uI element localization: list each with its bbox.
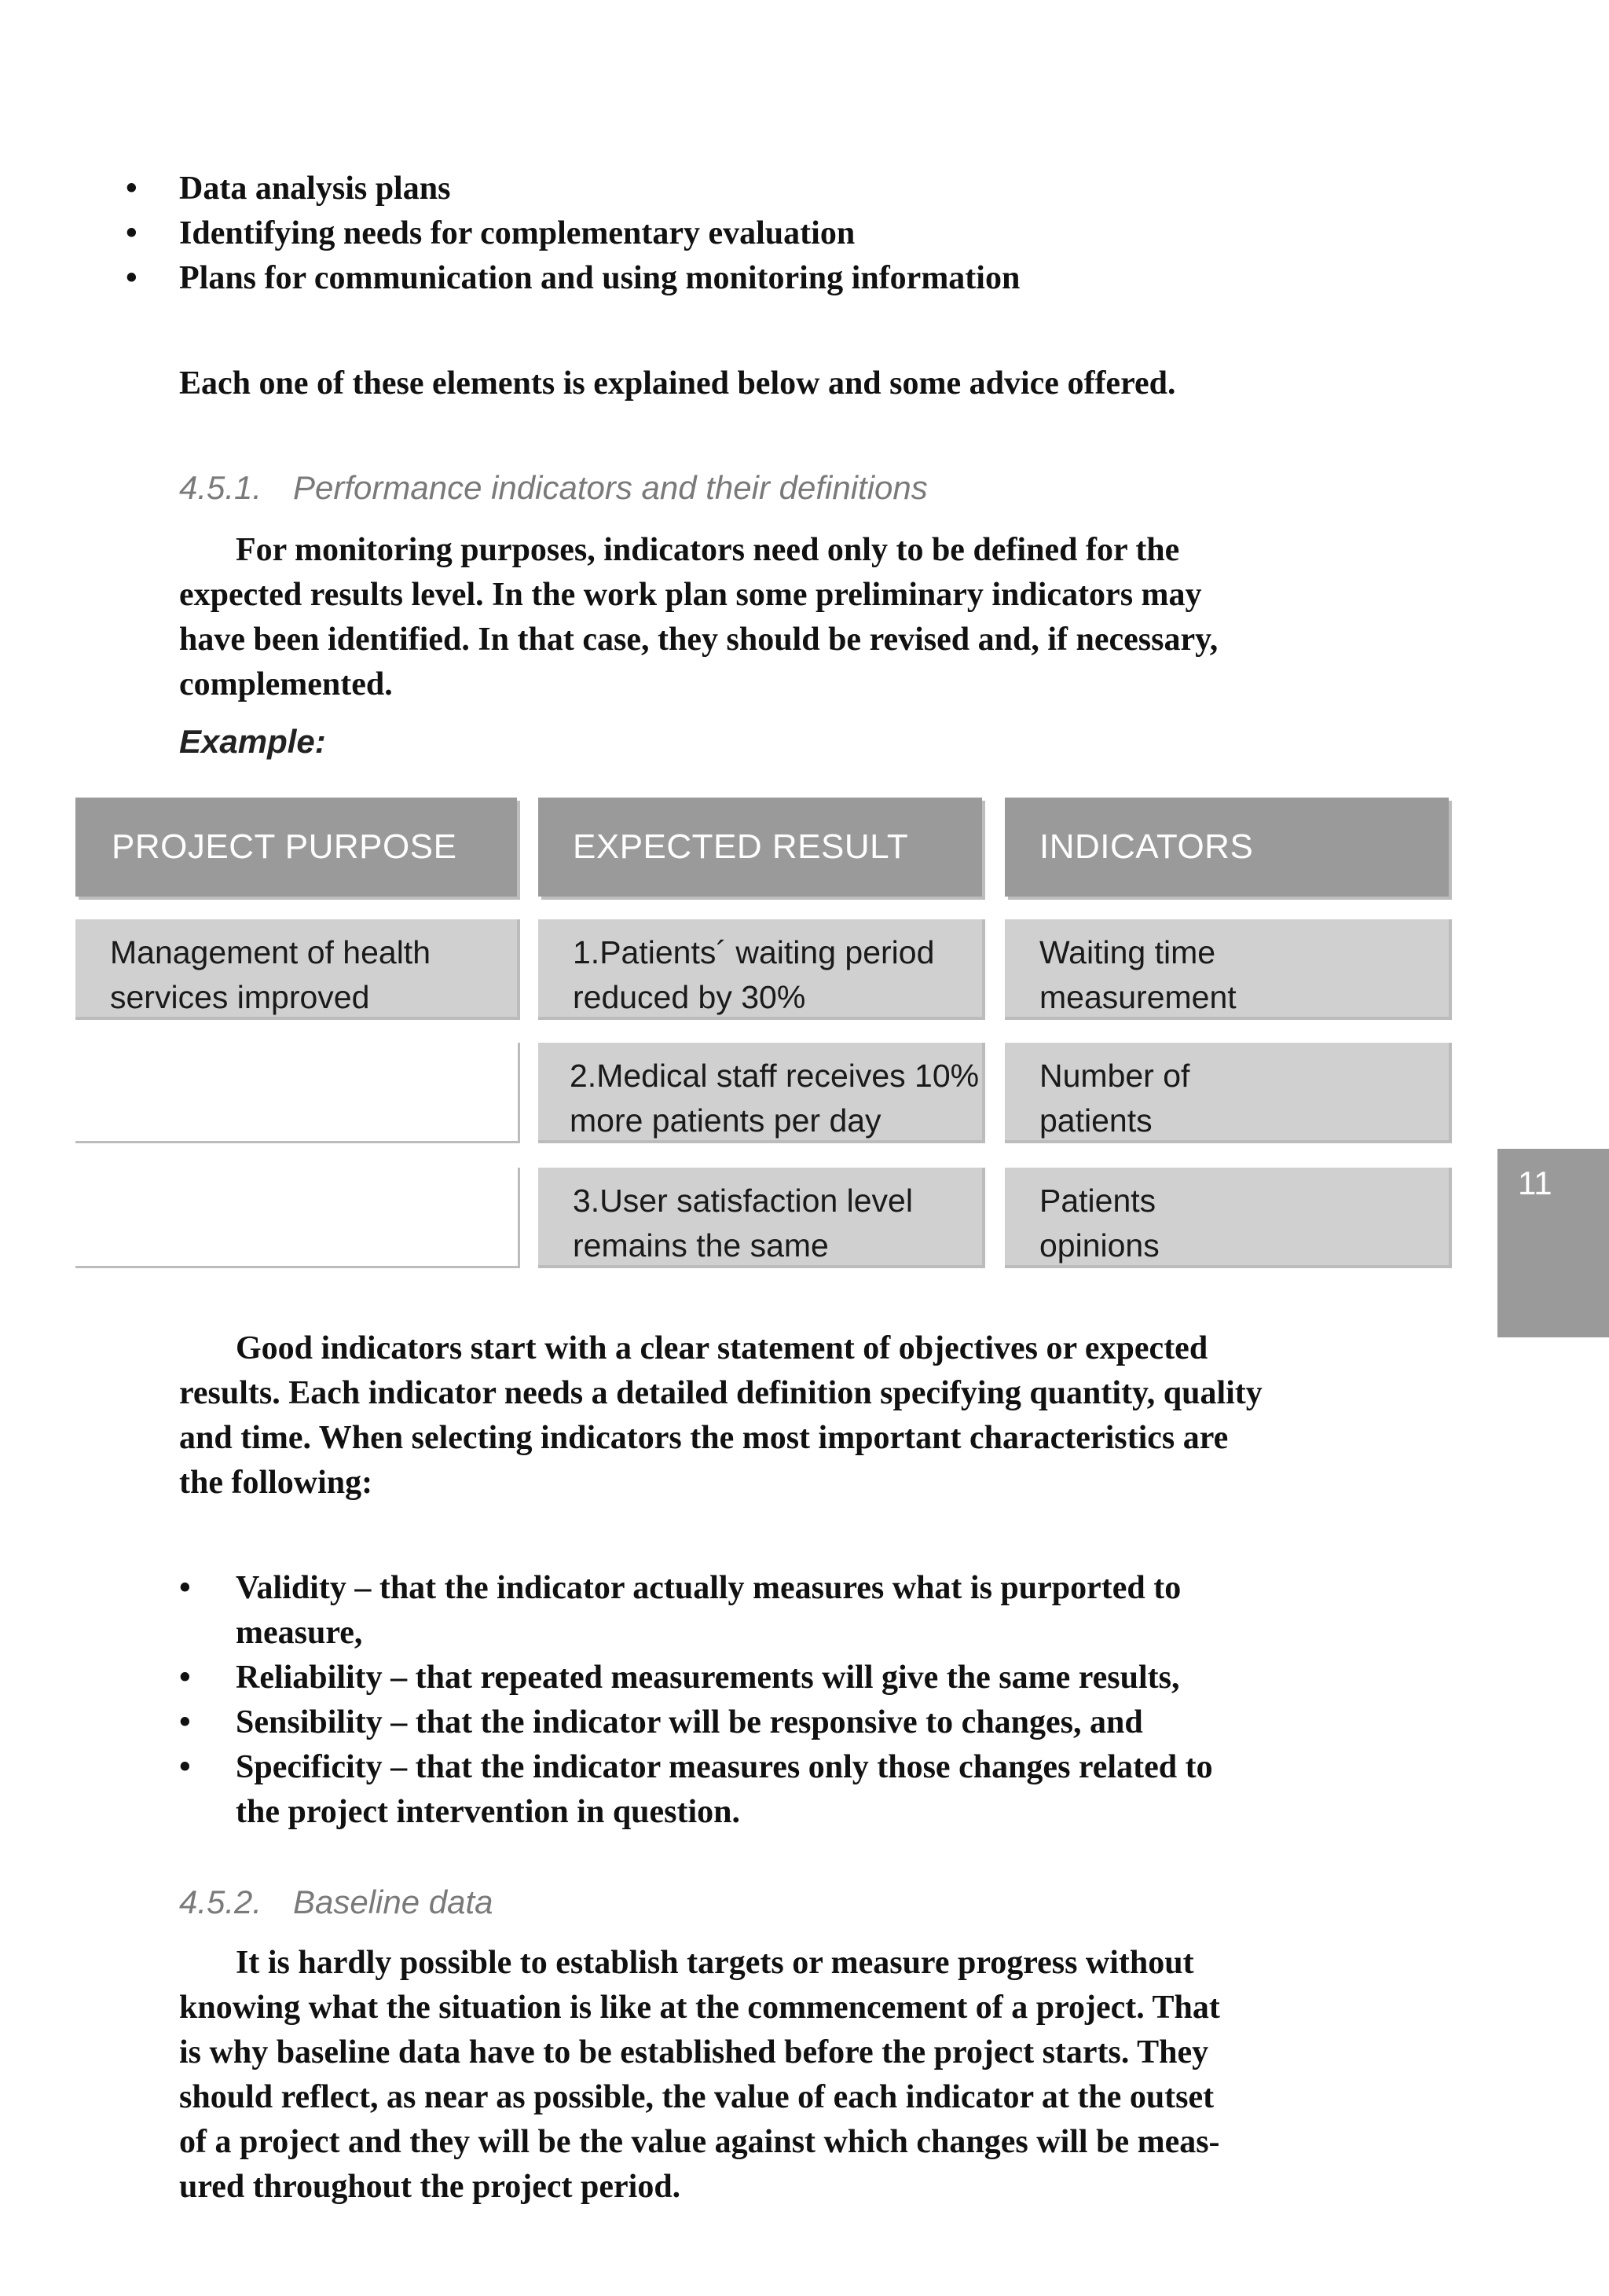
example-label: Example: xyxy=(179,723,326,760)
header-expected-result: EXPECTED RESULT xyxy=(538,798,982,897)
section-number: 4.5.1. xyxy=(179,469,262,506)
section-number: 4.5.2. xyxy=(179,1883,262,1920)
table-cell-indicator: Number of patients xyxy=(1005,1043,1452,1143)
list-item: • Data analysis plans xyxy=(179,167,1020,211)
list-item: • Plans for communication and using monitoring information xyxy=(179,256,1020,301)
bullet-icon: • xyxy=(179,1749,191,1785)
table-cell-indicator: Patients opinions xyxy=(1005,1168,1452,1268)
section-title: Baseline data xyxy=(293,1883,493,1920)
list-item: • Sensibility – that the indicator will be responsive to changes, and xyxy=(236,1700,1213,1745)
list-item: • Identifying needs for complementary evaluation xyxy=(179,211,1020,256)
table-cell-result: 1.Patients´ waiting period reduced by 30% xyxy=(538,919,985,1020)
list-item: • Specificity – that the indicator measures only those changes related to the project intervention in question. xyxy=(236,1745,1213,1835)
bullet-icon: • xyxy=(126,215,137,251)
table-cell-result: 3.User satisfaction level remains the same xyxy=(538,1168,985,1268)
bullet-icon: • xyxy=(179,1660,191,1696)
section-heading-451 xyxy=(179,465,928,510)
table-cell-result: 2.Medical staff receives 10% more patients per day xyxy=(538,1043,985,1143)
list-item: • Reliability – that repeated measurements will give the same results, xyxy=(236,1656,1213,1700)
header-project-purpose: PROJECT PURPOSE xyxy=(75,798,517,897)
bullet-icon: • xyxy=(126,171,137,207)
intro-sentence: Each one of these elements is explained below and some advice offered. xyxy=(179,365,1176,402)
list-item: • Validity – that the indicator actually measures what is purported to measure, xyxy=(236,1566,1213,1656)
indicators-paragraph: Good indicators start with a clear statement of objectives or expected results. Each indicator needs a detailed definition specifying quantity, quality and time. When selecting indicators the most important characteristics are the following: xyxy=(179,1330,1263,1501)
bullet-icon: • xyxy=(179,1704,191,1740)
section-title: Performance indicators and their definitions xyxy=(293,469,928,506)
bullet-icon: • xyxy=(179,1570,191,1606)
section-heading-452 xyxy=(179,1880,493,1924)
table-cell-empty xyxy=(75,1043,520,1143)
page-number: 11 xyxy=(1518,1165,1552,1201)
page-number-tab xyxy=(1497,1149,1609,1337)
characteristics-list xyxy=(179,1566,1213,1835)
baseline-paragraph: It is hardly possible to establish targets or measure progress without knowing what the situation is like at the commencement of a project. That is why baseline data have to be established before the project starts. They should reflect, as near as possible, the value of each indicator at the outset of a project and they will be the value against which changes will be meas- ured throughout the project period. xyxy=(179,1945,1220,2205)
top-bullet-list xyxy=(126,167,1021,301)
section-1-paragraph: For monitoring purposes, indicators need only to be defined for the expected results level. In the work plan some preliminary indicators may have been identified. In that case, they should be revised and, if necessary, complemented. xyxy=(179,532,1219,702)
bullet-icon: • xyxy=(126,260,137,296)
header-indicators: INDICATORS xyxy=(1005,798,1449,897)
table-cell-indicator: Waiting time measurement xyxy=(1005,919,1452,1020)
table-cell-purpose: Management of health services improved xyxy=(75,919,520,1020)
table-cell-empty xyxy=(75,1168,520,1268)
